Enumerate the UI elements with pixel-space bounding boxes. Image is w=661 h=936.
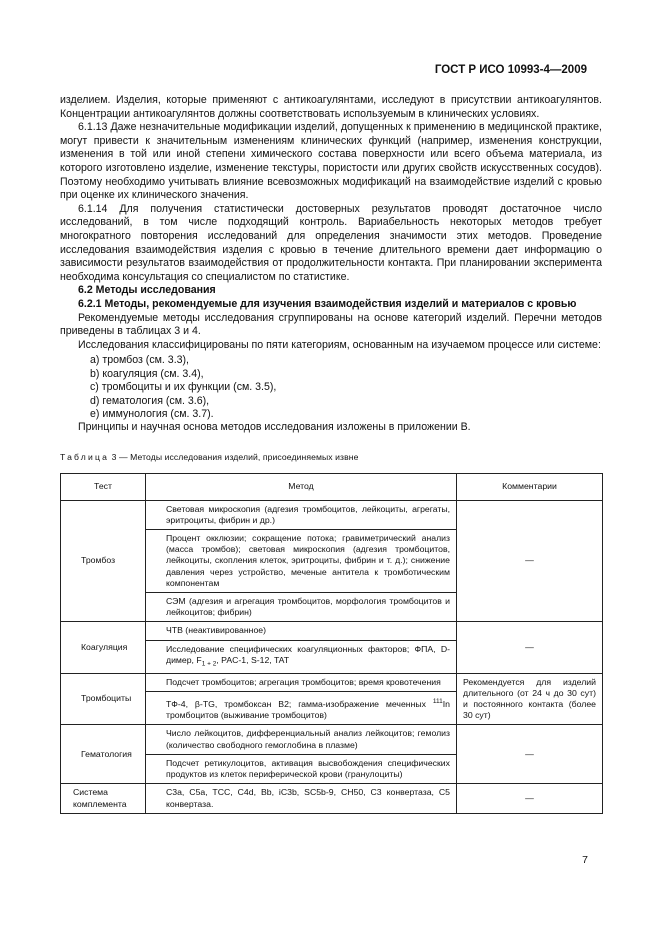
method-text: , PAC-1, S-12, TAT [216, 654, 290, 665]
table-row [61, 673, 603, 692]
test-platelets: Тромбоциты [61, 673, 146, 725]
page-content [60, 94, 602, 814]
page-number: 7 [582, 854, 588, 866]
methods-table [60, 473, 603, 814]
comment-cell: — [457, 500, 603, 622]
method-cell: Число лейкоцитов, дифференциальный анализ лейкоцитов; гемолиз (количество свободного гемоглобина в плазме) [146, 725, 457, 754]
test-coagulation: Коагуляция [61, 622, 146, 673]
superscript: 111 [432, 697, 443, 705]
method-cell [146, 640, 457, 673]
standard-header: ГОСТ Р ИСО 10993-4—2009 [434, 64, 587, 76]
subscript: 1 + 2 [201, 660, 217, 668]
category-list [60, 354, 602, 421]
table-row [61, 500, 603, 529]
subsection-title: 6.2.1 Методы, рекомендуемые для изучения взаимодействия изделий и материалов с кровью [78, 297, 577, 310]
paragraph-6-1-14: 6.1.14 Для получения статистически достоверных результатов проводят достаточное число исследований, в том числе подходящий контроль. Вариабельность некоторых методов требует многократного повторения исследований для определения значимости этих методов. Проведение исследования взаимодействия изделия с кровью в течение длительного времени дает информацию о зависимости результатов взаимодействия от продолжительности контакта. При планировании эксперимента необходима консультация со специалистом по статистике. [60, 202, 602, 283]
paragraph-methods: Рекомендуемые методы исследования сгруппированы на основе категорий изделий. Перечни методов приведены в таблицах 3 и 4. [60, 311, 602, 338]
comment-cell: Рекомендуется для изделий длительного (от 24 ч до 30 сут) и постоянного контакта (более 30 сут) [457, 673, 603, 725]
paragraph-classified: Исследования классифицированы по пяти категориям, основанным на изучаемом процессе или системе: [78, 338, 601, 351]
list-item: e) иммунология (см. 3.7). [90, 407, 214, 420]
method-cell: Световая микроскопия (адгезия тромбоцитов, лейкоциты, агрегаты, эритроциты, фибрин и др.) [146, 500, 457, 529]
header-method: Метод [146, 473, 457, 500]
paragraph-6-1-13: 6.1.13 Даже незначительные модификации изделий, допущенных к применению в медицинской практике, могут привести к значительным изменениям клинических функций (например, изменения конструкции, изменения в той или иной степени химического состава поверхности или всего объема материала, из которого изготовлено изделие, изменение текстуры, пористости или других свойств искусственных сосудов). Поэтому необходимо учитывать влияние всевозможных модификаций на взаимодействие изделий с кровью при оценке их клинического значения. [60, 121, 602, 202]
list-item: d) гематология (см. 3.6), [90, 394, 210, 407]
comment-cell: — [457, 725, 603, 784]
section-title: 6.2 Методы исследования [78, 284, 216, 297]
list-item: c) тромбоциты и их функции (см. 3.5), [90, 381, 277, 394]
test-hematology: Гематология [61, 725, 146, 784]
method-cell: Подсчет тромбоцитов; агрегация тромбоцитов; время кровотечения [146, 673, 457, 692]
comment-cell: — [457, 784, 603, 813]
method-text: In тромбоцитов (выживание тромбоцитов) [166, 698, 450, 720]
header-test: Тест [61, 473, 146, 500]
test-thrombosis: Тромбоз [61, 500, 146, 622]
method-text: TФ-4, β-TG, тромбоксан B2; гамма-изображение меченных [166, 698, 433, 709]
list-item: b) коагуляция (см. 3.4), [90, 367, 204, 380]
method-cell: C3a, C5a, TCC, C4d, Bb, iC3b, SC5b-9, CH50, C3 конвертаза, C5 конвертаза. [146, 784, 457, 813]
header-comment: Комментарии [457, 473, 603, 500]
table-row [61, 784, 603, 813]
table-caption [60, 451, 602, 465]
method-cell [146, 692, 457, 725]
paragraph-continuation: изделием. Изделия, которые применяют с антикоагулянтами, исследуют в присутствии антикоагулянтов. Концентрации антикоагулянтов должны соответствовать используемым в клинических условиях. [60, 94, 602, 120]
test-complement: Система комплемента [61, 784, 146, 813]
list-item: a) тромбоз (см. 3.3), [90, 354, 189, 367]
method-cell: СЭМ (адгезия и агрегация тромбоцитов, морфология тромбоцитов и лейкоцитов; фибрин) [146, 592, 457, 621]
table-row [61, 725, 603, 754]
method-cell: Процент окклюзии; сокращение потока; гравиметрический анализ (масса тромбов); световая микроскопия (адгезия тромбоцитов, лейкоциты, скопления клеток, эритроциты, фибрин и т. д.); снижение давления через устройство, меченые антитела к тромботическим компонентам [146, 529, 457, 592]
method-text: Исследование специфических коагуляционных факторов; ФПА, D-димер, F [166, 643, 450, 665]
table-row [61, 622, 603, 640]
method-cell: ЧТВ (неактивированное) [146, 622, 457, 640]
table-caption-text: 3 — Методы исследования изделий, присоединяемых извне [111, 451, 359, 462]
paragraph-principles: Принципы и научная основа методов исследования изложены в приложении В. [78, 421, 471, 434]
comment-cell: — [457, 622, 603, 673]
method-cell: Подсчет ретикулоцитов, активация высвобождения специфических продуктов из клеток периферической крови (гранулоциты) [146, 754, 457, 783]
table-header-row [61, 473, 603, 500]
table-caption-label: Таблица [60, 451, 110, 462]
